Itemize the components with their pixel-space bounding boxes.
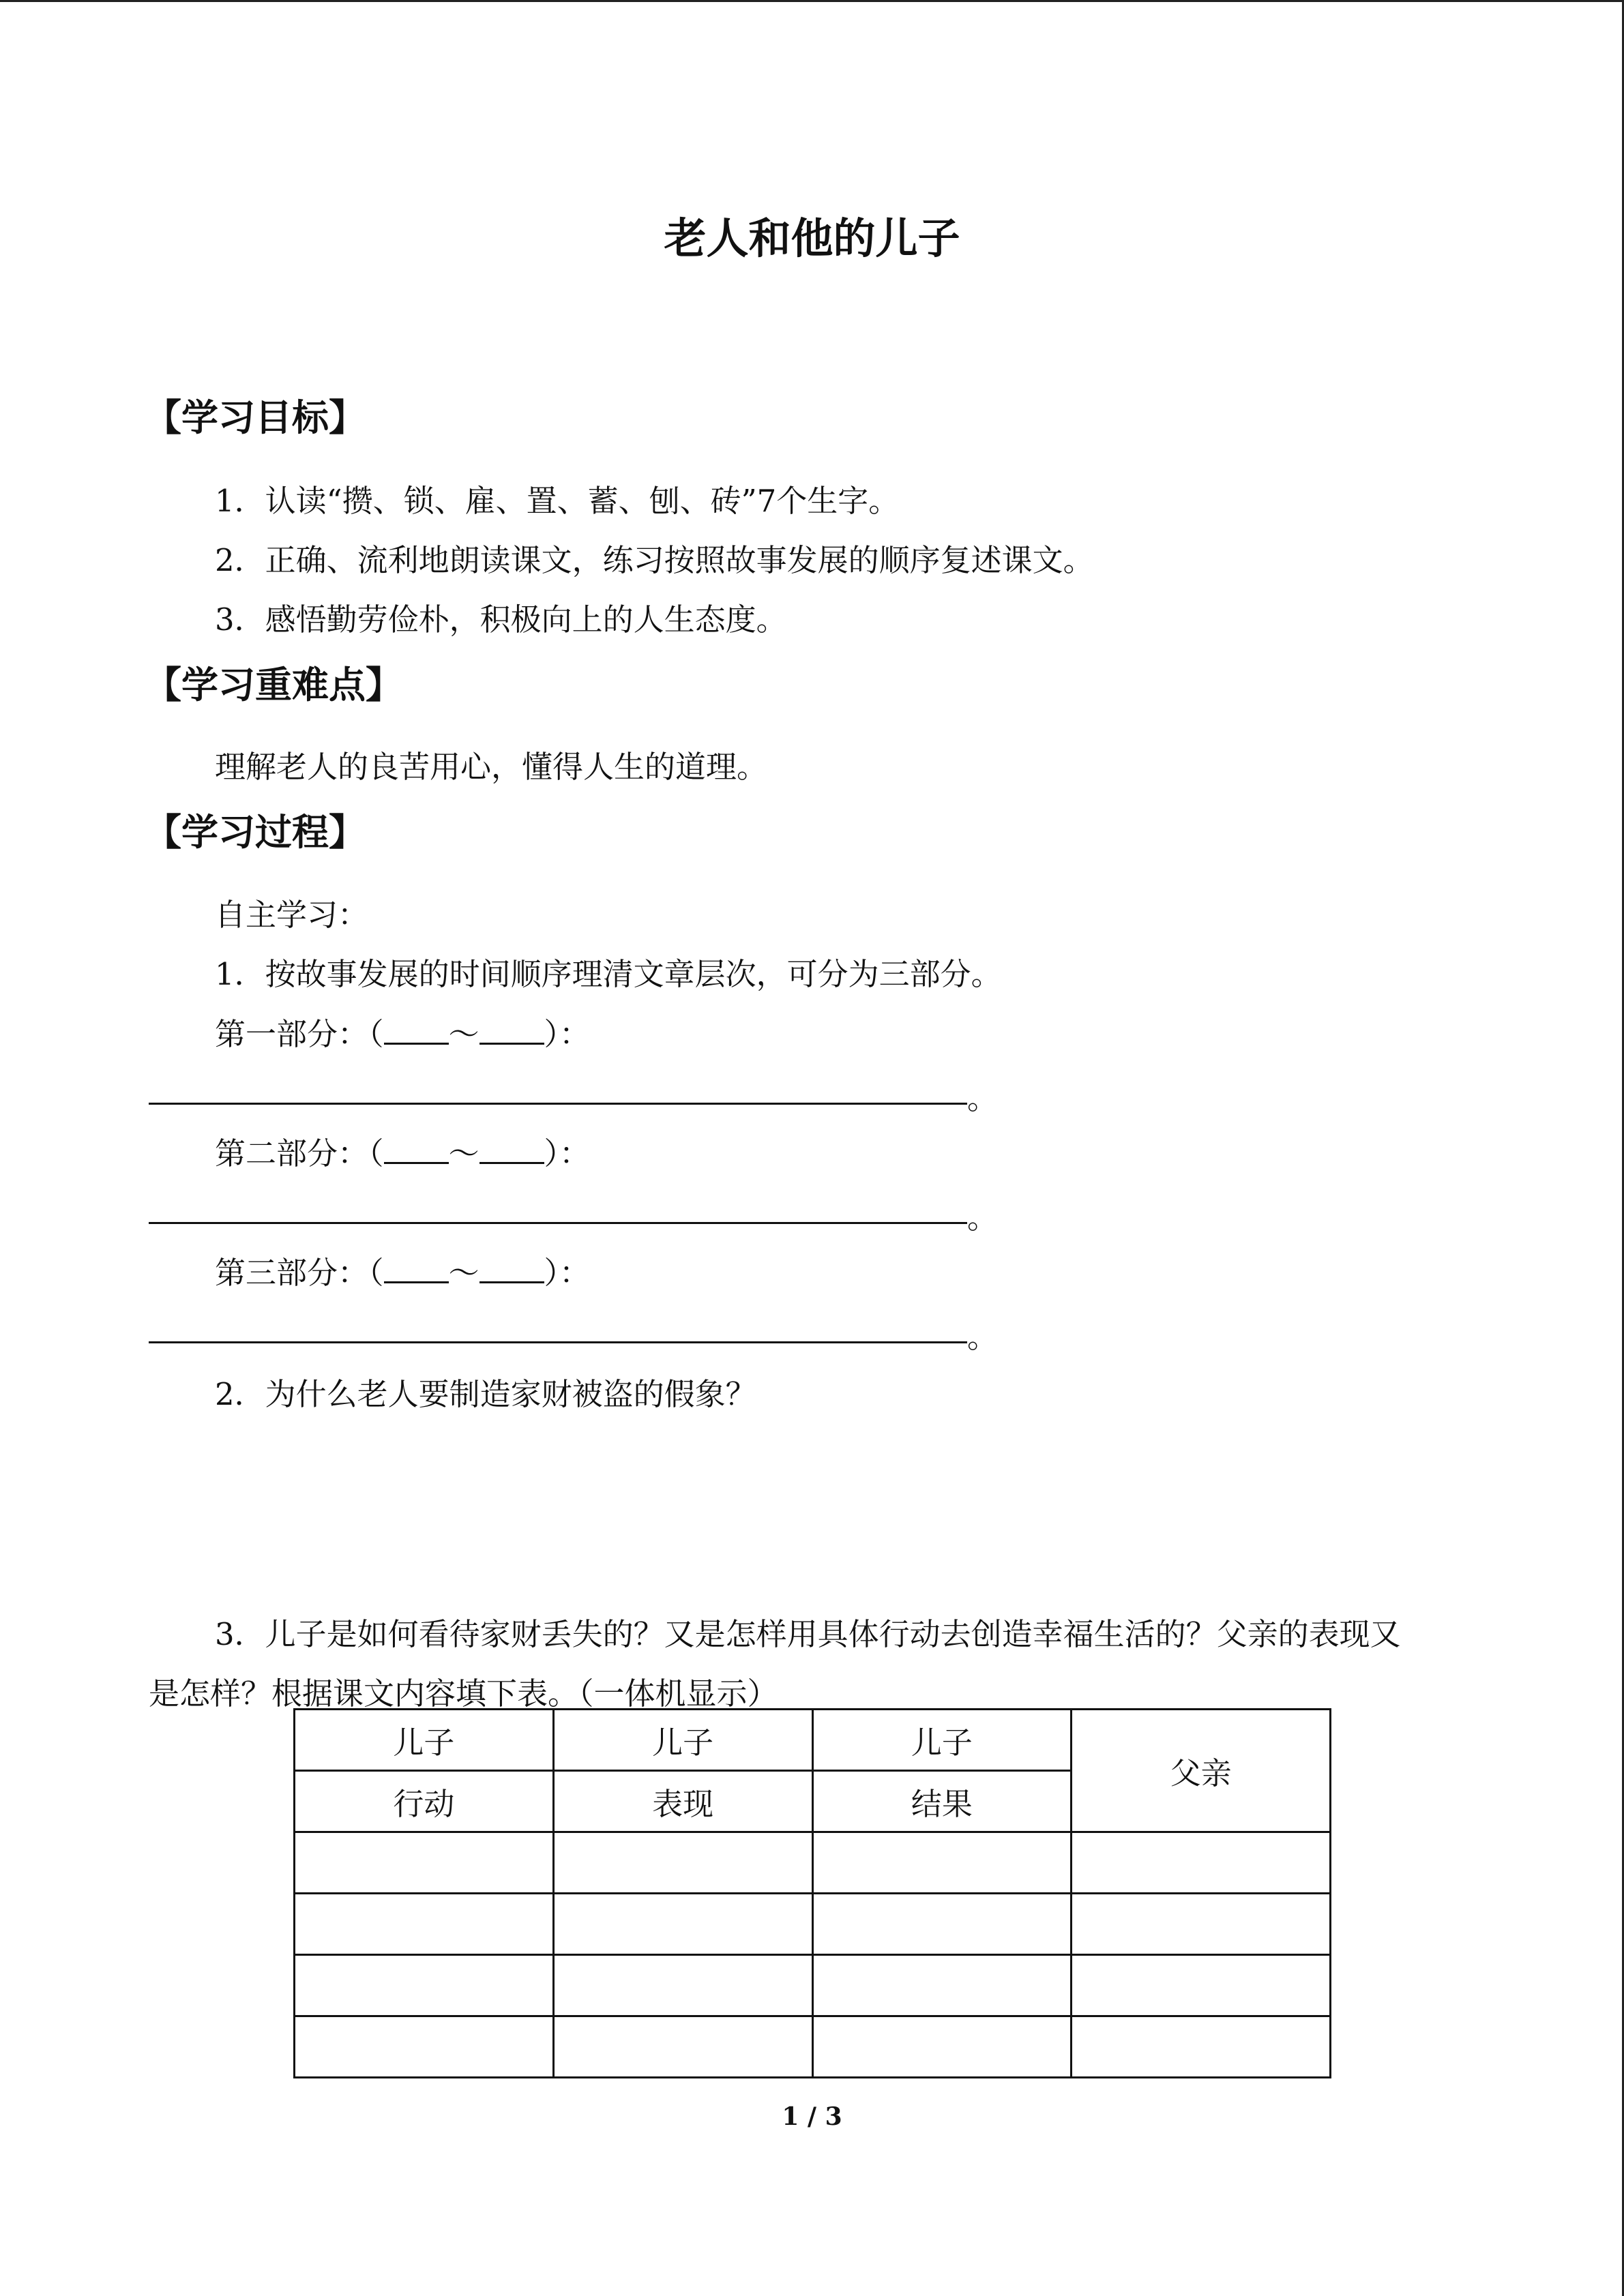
- question-3-line-2: 是怎样？根据课文内容填下表。（一体机显示）: [149, 1675, 778, 1712]
- question-1: 1．按故事发展的时间顺序理清文章层次，可分为三部分。: [215, 956, 1002, 992]
- table-header-row-1: [295, 1710, 1331, 1771]
- answer-table: [293, 1708, 1331, 2078]
- table-row: [295, 2016, 1331, 2078]
- header-son-2: 儿子: [553, 1710, 812, 1771]
- key-points-heading: 【学习重难点】: [145, 664, 402, 706]
- part-1-start-blank[interactable]: [384, 1042, 449, 1045]
- question-3-line-1: 3．儿子是如何看待家财丢失的？又是怎样用具体行动去创造幸福生活的？父亲的表现又: [215, 1616, 1401, 1652]
- part-1-label: 第一部分：（: [215, 1016, 384, 1052]
- part-1-end-blank[interactable]: [479, 1042, 544, 1045]
- page-title: 老人和他的儿子: [664, 213, 960, 263]
- part-2-line: [215, 1129, 590, 1173]
- part-2-answer-line[interactable]: [149, 1222, 967, 1224]
- table-cell[interactable]: [553, 2016, 812, 2078]
- part-1-sep: ～: [448, 1016, 479, 1052]
- part-3-answer-line[interactable]: [149, 1341, 967, 1343]
- part-2-end-blank[interactable]: [479, 1161, 544, 1164]
- table-cell[interactable]: [295, 2016, 554, 2078]
- goal-item-2: 2．正确、流利地朗读课文，练习按照故事发展的顺序复述课文。: [215, 542, 1094, 578]
- goals-heading: 【学习目标】: [145, 396, 366, 439]
- part-3-period: 。: [967, 1319, 999, 1355]
- part-2-start-blank[interactable]: [384, 1161, 449, 1164]
- table-cell[interactable]: [812, 1832, 1072, 1894]
- part-1-line: [215, 1009, 590, 1054]
- question-2: 2．为什么老人要制造家财被盗的假象？: [215, 1376, 756, 1412]
- part-3-start-blank[interactable]: [384, 1281, 449, 1283]
- header-action: 行动: [295, 1771, 554, 1832]
- table-cell[interactable]: [812, 1955, 1072, 2016]
- self-study-label: 自主学习：: [215, 897, 369, 933]
- table-cell[interactable]: [553, 1832, 812, 1894]
- table-cell[interactable]: [295, 1832, 554, 1894]
- part-3-label: 第三部分：（: [215, 1255, 384, 1291]
- table-row: [295, 1832, 1331, 1894]
- header-father: 父亲: [1072, 1710, 1331, 1832]
- table-cell[interactable]: [1072, 1832, 1331, 1894]
- goal-item-3: 3．感悟勤劳俭朴，积极向上的人生态度。: [215, 601, 787, 638]
- table-cell[interactable]: [553, 1894, 812, 1955]
- table-cell[interactable]: [1072, 2016, 1331, 2078]
- table-cell[interactable]: [553, 1955, 812, 2016]
- part-2-label: 第二部分：（: [215, 1135, 384, 1172]
- table-cell[interactable]: [295, 1955, 554, 2016]
- part-2-end: ）：: [544, 1135, 591, 1172]
- header-son-3: 儿子: [812, 1710, 1072, 1771]
- part-1-period: 。: [967, 1080, 999, 1116]
- part-2-sep: ～: [448, 1135, 479, 1172]
- table-cell[interactable]: [1072, 1894, 1331, 1955]
- table-cell[interactable]: [812, 2016, 1072, 2078]
- goal-item-1: 1．认读“攒、锁、雇、置、蓄、刨、砖”7个生字。: [215, 483, 900, 519]
- header-result: 结果: [812, 1771, 1072, 1832]
- part-3-end-blank[interactable]: [479, 1281, 544, 1283]
- table-cell[interactable]: [295, 1894, 554, 1955]
- top-border: [0, 0, 1624, 2]
- table-cell[interactable]: [1072, 1955, 1331, 2016]
- part-3-line: [215, 1248, 590, 1292]
- part-2-period: 。: [967, 1199, 999, 1236]
- key-points-text: 理解老人的良苦用心，懂得人生的道理。: [215, 749, 768, 785]
- part-3-end: ）：: [544, 1255, 591, 1291]
- page-number: 1 / 3: [782, 2102, 842, 2131]
- part-1-end: ）：: [544, 1016, 591, 1052]
- process-heading: 【学习过程】: [145, 811, 366, 854]
- header-performance: 表现: [553, 1771, 812, 1832]
- part-1-answer-line[interactable]: [149, 1103, 967, 1105]
- table-cell[interactable]: [812, 1894, 1072, 1955]
- part-3-sep: ～: [448, 1255, 479, 1291]
- header-son-1: 儿子: [295, 1710, 554, 1771]
- table-row: [295, 1894, 1331, 1955]
- table-row: [295, 1955, 1331, 2016]
